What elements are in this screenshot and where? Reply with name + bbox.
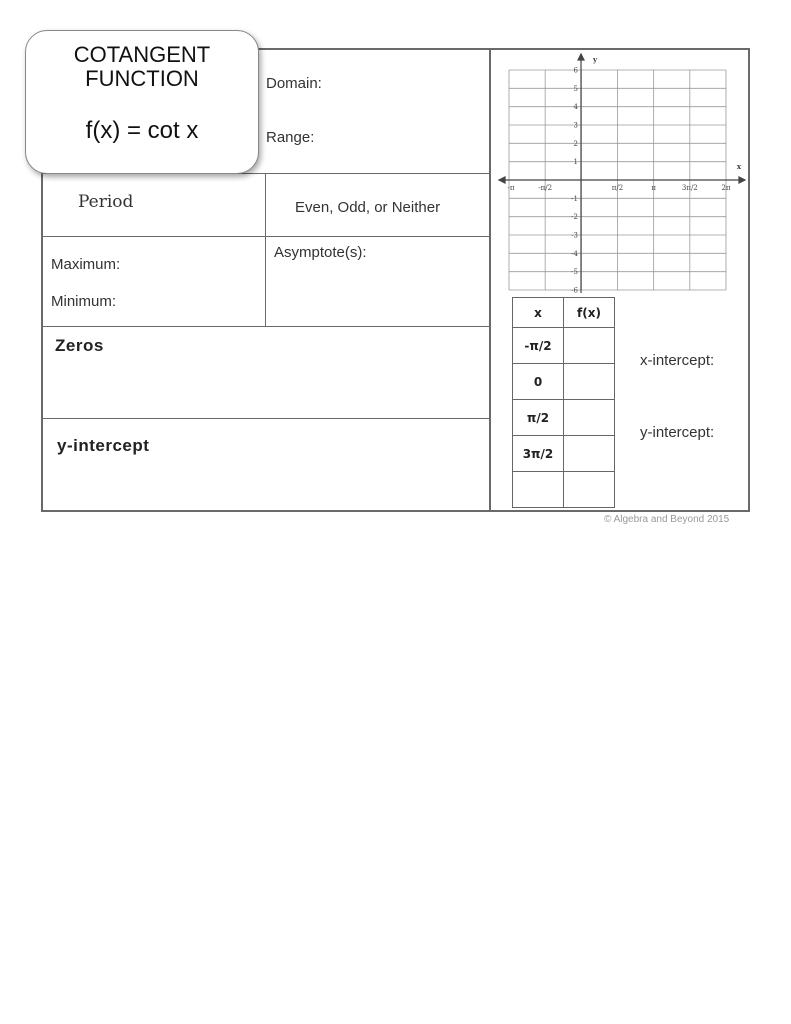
zeros-label: Zeros	[55, 336, 104, 355]
y-tick-label: -3	[571, 231, 578, 240]
table-cell-x: π/2	[513, 400, 564, 436]
function-formula: f(x) = cot x	[85, 117, 199, 144]
title-line1: COTANGENT	[73, 42, 211, 67]
table-cell-fx	[564, 472, 615, 508]
y-intercept-label: y-intercept:	[640, 424, 715, 441]
copyright-text: © Algebra and Beyond 2015	[604, 514, 730, 525]
y-tick-label: 1	[573, 158, 578, 167]
divider-middle-vertical	[489, 48, 491, 511]
table-row	[513, 364, 615, 400]
period-label: Period	[78, 192, 134, 212]
frame-right	[748, 48, 750, 511]
y-axis-label: y	[592, 55, 598, 64]
divider-zeros-bottom	[41, 418, 490, 419]
x-tick-label: 3π/2	[681, 184, 698, 192]
even-odd-label: Even, Odd, or Neither	[295, 199, 441, 216]
x-axis-label: x	[736, 162, 742, 171]
y-tick-label: -1	[571, 194, 578, 203]
axis-arrow	[578, 54, 584, 60]
divider-maxmin-bottom	[41, 326, 490, 327]
x-tick-label: π/2	[611, 184, 624, 192]
y-tick-label: 5	[573, 84, 578, 93]
axis-arrow	[499, 177, 505, 183]
table-cell-x: -π/2	[513, 328, 564, 364]
frame-left	[41, 172, 43, 511]
axis-arrow	[739, 177, 745, 183]
table-cell-fx	[564, 400, 615, 436]
asymptotes-label: Asymptote(s):	[274, 244, 367, 261]
title-heading	[26, 43, 258, 91]
table-row	[513, 328, 615, 364]
y-tick-label: 3	[573, 121, 578, 130]
x-tick-label: -π/2	[538, 184, 553, 192]
frame-bottom	[41, 510, 750, 512]
divider-period-vertical	[265, 173, 266, 327]
table-row	[513, 472, 615, 508]
y-tick-label: 2	[573, 139, 578, 148]
table-cell-fx	[564, 436, 615, 472]
y-intercept-section-label: y-intercept	[57, 436, 150, 455]
title-card	[25, 30, 259, 174]
y-tick-label: -2	[571, 213, 578, 222]
x-tick-label: 2π	[721, 184, 731, 192]
title-line2: FUNCTION	[85, 66, 199, 91]
table-cell-x: 3π/2	[513, 436, 564, 472]
minimum-label: Minimum:	[51, 293, 117, 310]
x-intercept-label: x-intercept:	[640, 352, 715, 369]
y-tick-label: 4	[573, 103, 578, 112]
y-tick-label: -5	[571, 268, 578, 277]
x-tick-label: π	[651, 184, 656, 192]
values-table	[512, 297, 615, 508]
maximum-label: Maximum:	[51, 256, 121, 273]
table-row	[513, 436, 615, 472]
y-tick-label: 6	[573, 66, 578, 75]
table-header-fx: f(x)	[564, 298, 615, 328]
x-tick-label: -π	[507, 184, 515, 192]
range-label: Range:	[266, 129, 315, 146]
table-header-x: x	[513, 298, 564, 328]
y-tick-label: -4	[571, 249, 578, 258]
table-cell-x: 0	[513, 364, 564, 400]
table-row	[513, 400, 615, 436]
coordinate-grid	[495, 50, 747, 295]
table-cell-x	[513, 472, 564, 508]
y-tick-label: -6	[571, 286, 578, 295]
table-cell-fx	[564, 364, 615, 400]
table-header-row	[513, 298, 615, 328]
table-cell-fx	[564, 328, 615, 364]
domain-label: Domain:	[266, 75, 322, 92]
